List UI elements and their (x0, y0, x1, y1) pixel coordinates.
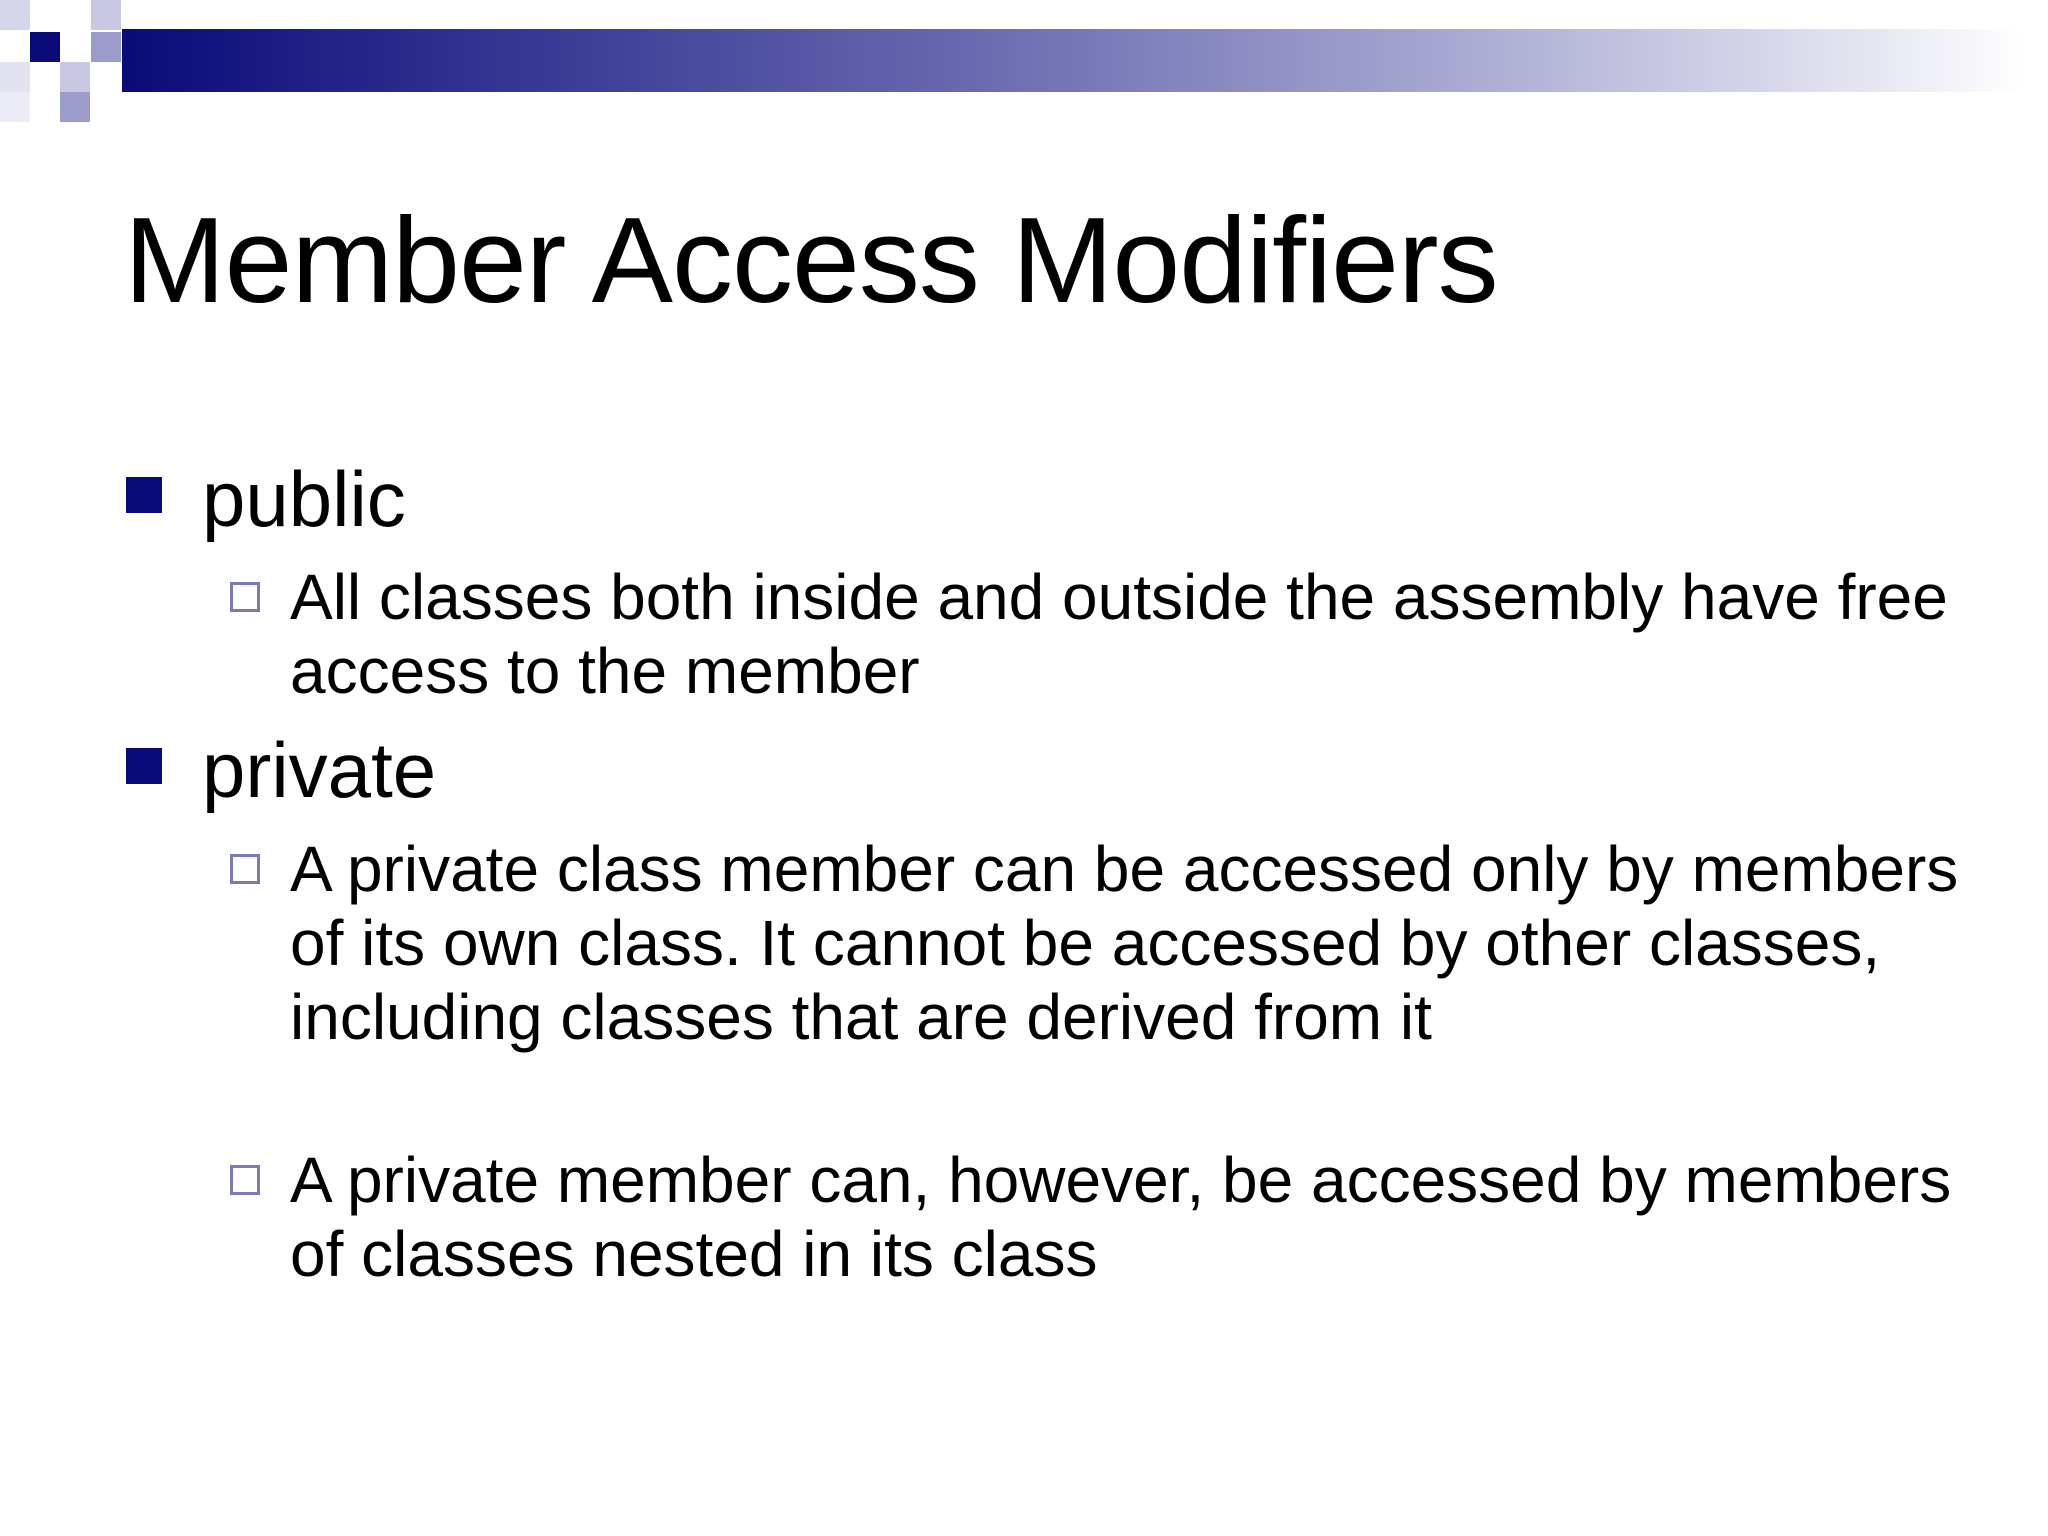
square-bullet-icon (126, 748, 162, 784)
decorative-square (30, 32, 60, 62)
sub-bullet-text: A private class member can be accessed only by members of its own class. It cannot be accessed by other classes, including classes that are derived from it (290, 833, 1959, 1053)
hollow-square-bullet-icon (230, 582, 260, 612)
decorative-square (0, 0, 30, 30)
hollow-square-bullet-icon (230, 1165, 260, 1195)
hollow-square-bullet-icon (230, 854, 260, 884)
decorative-square (91, 62, 121, 92)
sub-bullet-text: All classes both inside and outside the assembly have free access to the member (290, 561, 1948, 707)
bullet-label: private (202, 726, 437, 814)
decorative-square (60, 92, 90, 122)
header-gradient-band (122, 29, 2022, 92)
decorative-square (91, 0, 121, 30)
sub-bullet-text: A private member can, however, be accessed by members of classes nested in its class (290, 1144, 1952, 1290)
bullet-label: public (202, 455, 406, 543)
decorative-square (30, 0, 60, 30)
decorative-square (0, 92, 30, 122)
square-bullet-icon (126, 477, 162, 513)
slide-title: Member Access Modifiers (124, 192, 1498, 328)
decorative-square (0, 62, 30, 92)
decorative-square (60, 62, 90, 92)
decorative-square (91, 32, 121, 62)
